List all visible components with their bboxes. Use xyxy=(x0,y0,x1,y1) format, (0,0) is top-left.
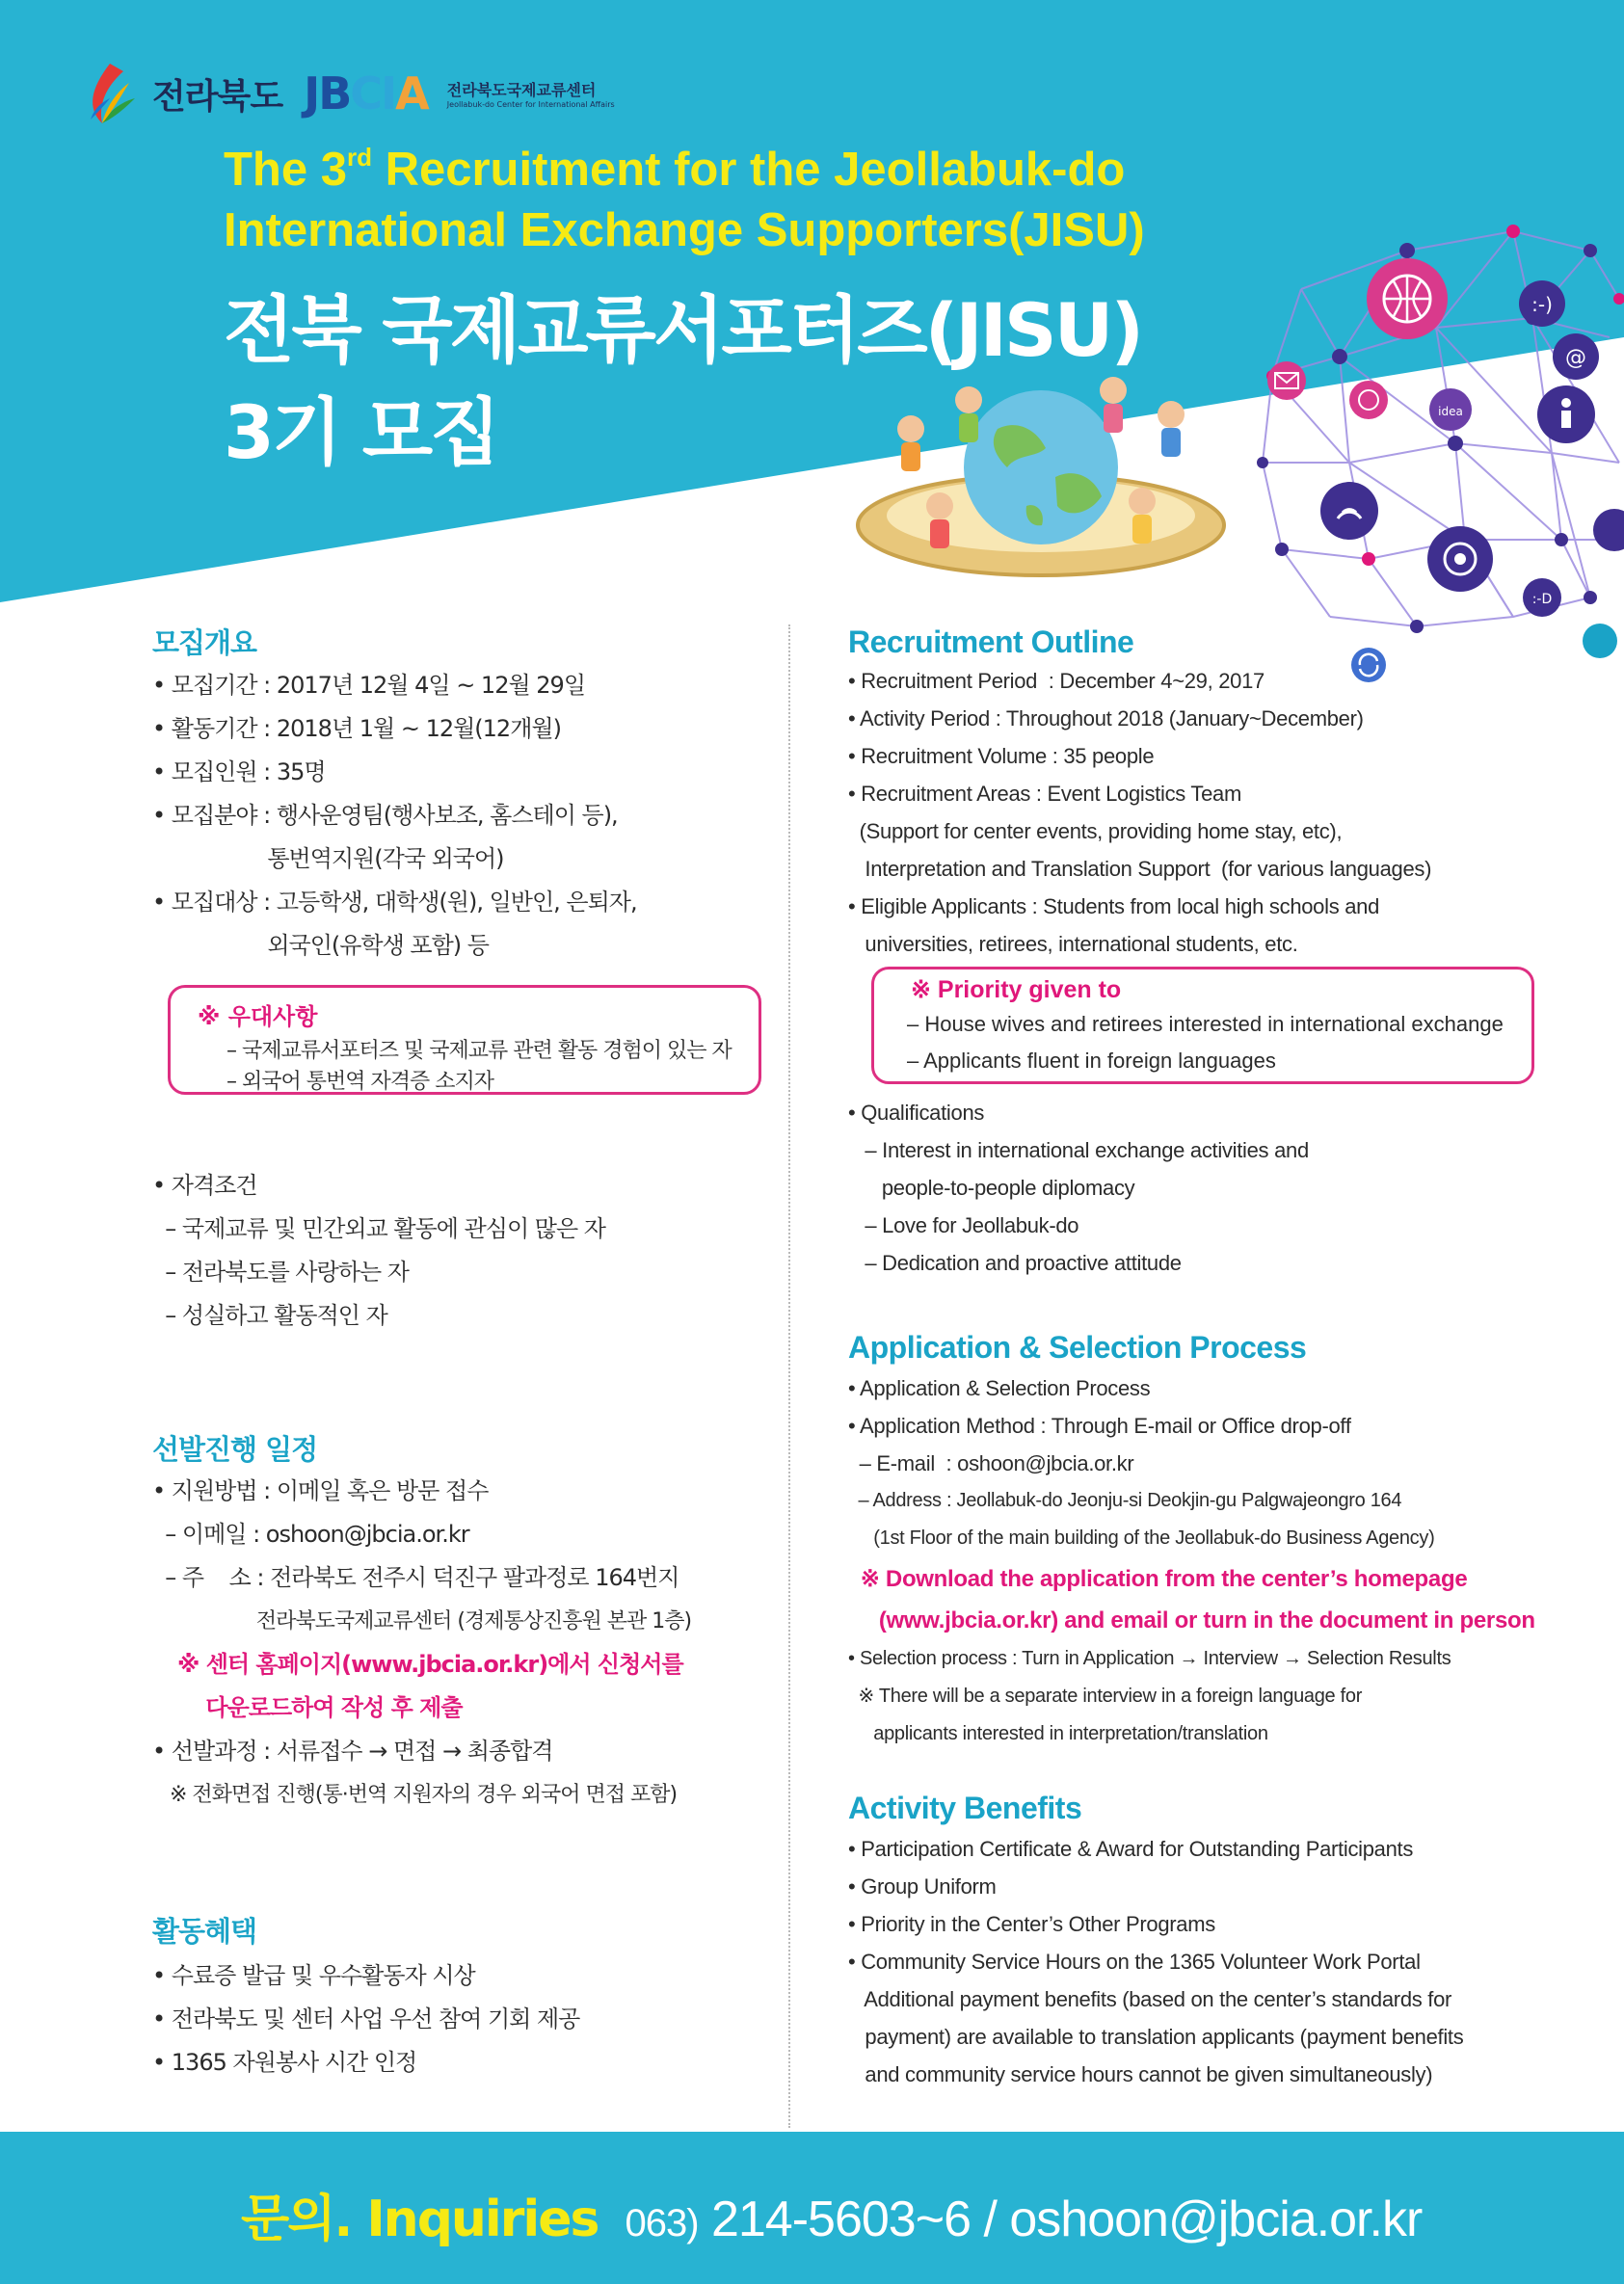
list-item: • Participation Certificate & Award for Outstanding Participants xyxy=(848,1837,1414,1861)
list-item: payment) are available to translation applicants (payment benefits xyxy=(848,2025,1464,2049)
list-item: – Love for Jeollabuk-do xyxy=(848,1213,1079,1237)
list-item: • 지원방법 : 이메일 혹은 방문 접수 xyxy=(152,1477,489,1504)
en-outline-heading: Recruitment Outline xyxy=(848,624,1134,659)
list-item: 통번역지원(각국 외국어) xyxy=(152,845,504,872)
en-priority-box xyxy=(871,967,1534,1084)
list-item: and community service hours cannot be given simultaneously) xyxy=(848,2062,1433,2086)
smile-emoticon-icon: :-) xyxy=(1531,293,1553,316)
list-item: ※ 전화면접 진행(통·번역 지원자의 경우 외국어 면접 포함) xyxy=(152,1783,678,1807)
list-item: 전라북도국제교류센터 (경제통상진흥원 본관 1층) xyxy=(152,1609,692,1633)
list-item: – 외국어 통번역 자격증 소지자 xyxy=(226,1070,493,1094)
center-name-en: Jeollabuk-do Center for International Affairs xyxy=(446,100,615,109)
footer-inner xyxy=(241,2178,1422,2250)
list-item: applicants interested in interpretation/translation xyxy=(848,1723,1268,1744)
list-item: • Priority in the Center’s Other Programs xyxy=(848,1912,1215,1936)
list-item: – 국제교류 및 민간외교 활동에 관심이 많은 자 xyxy=(152,1215,605,1242)
list-item: • Recruitment Volume : 35 people xyxy=(848,744,1155,768)
at-sign-icon: @ xyxy=(1565,346,1586,370)
globe-children-illustration xyxy=(853,361,1229,583)
en-download-notice: (www.jbcia.or.kr) and email or turn in the document in person xyxy=(848,1607,1535,1633)
ko-download-notice: ※ 센터 홈페이지(www.jbcia.or.kr)에서 신청서를 xyxy=(177,1651,683,1678)
ko-priority-title: ※ 우대사항 xyxy=(198,1003,318,1030)
inquiries-label: 문의. Inquiries xyxy=(241,2191,599,2248)
list-item: – E-mail : oshoon@jbcia.or.kr xyxy=(848,1451,1134,1475)
title-english-line1 xyxy=(224,140,1284,200)
ko-benefits-list xyxy=(152,1954,579,2085)
list-item: – Dedication and proactive attitude xyxy=(848,1251,1182,1275)
list-item: • 자격조건 xyxy=(152,1172,257,1199)
idea-bulb-icon: idea xyxy=(1438,405,1463,418)
ko-outline-heading: 모집개요 xyxy=(152,626,257,659)
list-item: (1st Floor of the main building of the Jeollabuk-do Business Agency) xyxy=(848,1527,1435,1549)
jbcia-logo-prefix: JB xyxy=(304,67,351,120)
list-item: • Qualifications xyxy=(848,1101,985,1125)
list-item: • 선발과정 : 서류접수 → 면접 → 최종합격 xyxy=(152,1738,553,1765)
list-item: • 모집인원 : 35명 xyxy=(152,758,326,785)
list-item: • Recruitment Period : December 4~29, 2017 xyxy=(848,669,1265,693)
jbcia-logo-ci: CI xyxy=(350,67,396,120)
list-item: – 주 소 : 전라북도 전주시 덕진구 팔과정로 164번지 xyxy=(152,1564,679,1591)
list-item: Additional payment benefits (based on the center’s standards for xyxy=(848,1987,1452,2011)
list-item: • Eligible Applicants : Students from local high schools and xyxy=(848,894,1380,918)
en-qualifications xyxy=(848,1094,1309,1282)
title-en-sup: rd xyxy=(346,143,372,172)
list-item: • Group Uniform xyxy=(848,1874,997,1899)
ko-download-notice: 다운로드하여 작성 후 제출 xyxy=(177,1694,463,1721)
center-name xyxy=(447,78,615,109)
province-leaf-logo-icon xyxy=(81,60,139,127)
list-item: • Community Service Hours on the 1365 Volunteer Work Portal xyxy=(848,1950,1421,1974)
list-item: – Address : Jeollabuk-do Jeonju-si Deokjin-gu Palgwajeongro 164 xyxy=(848,1490,1402,1511)
column-divider xyxy=(788,624,790,2128)
list-item: – 국제교류서포터즈 및 국제교류 관련 활동 경험이 있는 자 xyxy=(226,1039,732,1063)
list-item: people-to-people diplomacy xyxy=(848,1176,1135,1200)
list-item: • 전라북도 및 센터 사업 우선 참여 기회 제공 xyxy=(152,2005,580,2032)
list-item: • 수료증 발급 및 우수활동자 시상 xyxy=(152,1962,475,1989)
jbcia-logo-a: A xyxy=(395,67,428,120)
en-benefits-list xyxy=(848,1830,1463,2093)
en-selection-list xyxy=(848,1369,1535,1753)
ko-benefits-heading: 활동혜택 xyxy=(152,1915,257,1948)
footer-contact-bar xyxy=(0,2132,1624,2284)
grin-emoticon-icon: :-D xyxy=(1531,592,1553,607)
list-item: • 모집분야 : 행사운영팀(행사보조, 홈스테이 등), xyxy=(152,802,618,829)
ko-outline-list xyxy=(152,664,637,968)
list-item: • Selection process : Turn in Application → Interview → Selection Results xyxy=(848,1648,1451,1669)
logo-bar xyxy=(81,60,615,127)
phone-and-email: 214-5603~6 / oshoon@jbcia.or.kr xyxy=(698,2191,1423,2247)
list-item: • 모집대상 : 고등학생, 대학생(원), 일반인, 은퇴자, xyxy=(152,889,637,916)
list-item: – 전라북도를 사랑하는 자 xyxy=(152,1259,409,1286)
phone-area-code: 063) xyxy=(625,2202,699,2244)
en-download-notice: ※ Download the application from the center’s homepage xyxy=(848,1566,1468,1592)
ko-selection-heading: 선발진행 일정 xyxy=(152,1433,318,1466)
list-item: • Application Method : Through E-mail or Office drop-off xyxy=(848,1414,1351,1438)
network-sphere-illustration xyxy=(1243,212,1624,694)
list-item: – Interest in international exchange activities and xyxy=(848,1138,1309,1162)
list-item: – 성실하고 활동적인 자 xyxy=(152,1302,387,1329)
list-item: – House wives and retirees interested in international exchange xyxy=(907,1012,1504,1036)
list-item: ※ There will be a separate interview in a foreign language for xyxy=(848,1686,1363,1707)
list-item: universities, retirees, international students, etc. xyxy=(848,932,1298,956)
center-name-ko: 전라북도국제교류센터 xyxy=(446,81,597,99)
list-item: • 모집기간 : 2017년 12월 4일 ~ 12월 29일 xyxy=(152,672,586,699)
ko-qualifications xyxy=(152,1164,605,1338)
jbcia-logo xyxy=(304,67,428,120)
en-priority-title: ※ Priority given to xyxy=(911,976,1122,1003)
list-item: • Recruitment Areas : Event Logistics Team xyxy=(848,782,1241,806)
title-english-line2: International Exchange Supporters(JISU) xyxy=(224,204,1145,256)
ko-selection-list xyxy=(152,1470,691,1817)
list-item: 외국인(유학생 포함) 등 xyxy=(152,932,489,959)
list-item: Interpretation and Translation Support (for various languages) xyxy=(848,857,1432,881)
list-item: • 활동기간 : 2018년 1월 ~ 12월(12개월) xyxy=(152,715,561,742)
province-name: 전라북도 xyxy=(152,76,283,117)
ko-priority-box xyxy=(168,985,761,1095)
title-en-part: Recruitment for the Jeollabuk-do xyxy=(371,144,1126,196)
list-item: • Application & Selection Process xyxy=(848,1376,1151,1400)
contact-info[interactable] xyxy=(625,2191,1422,2247)
list-item: – Applicants fluent in foreign languages xyxy=(907,1049,1276,1073)
title-korean-line1: 전북 국제교류서포터즈(JISU) xyxy=(224,287,1142,373)
list-item: – 이메일 : oshoon@jbcia.or.kr xyxy=(152,1521,469,1548)
en-selection-heading: Application & Selection Process xyxy=(848,1330,1307,1365)
en-benefits-heading: Activity Benefits xyxy=(848,1791,1082,1825)
list-item: • Activity Period : Throughout 2018 (January~December) xyxy=(848,706,1364,730)
list-item: • 1365 자원봉사 시간 인정 xyxy=(152,2049,417,2076)
title-en-part: The 3 xyxy=(224,144,347,196)
title-korean-line2: 3기 모집 xyxy=(224,389,498,475)
title-english xyxy=(224,140,1284,261)
en-outline-list xyxy=(848,662,1431,963)
list-item: (Support for center events, providing home stay, etc), xyxy=(848,819,1343,843)
